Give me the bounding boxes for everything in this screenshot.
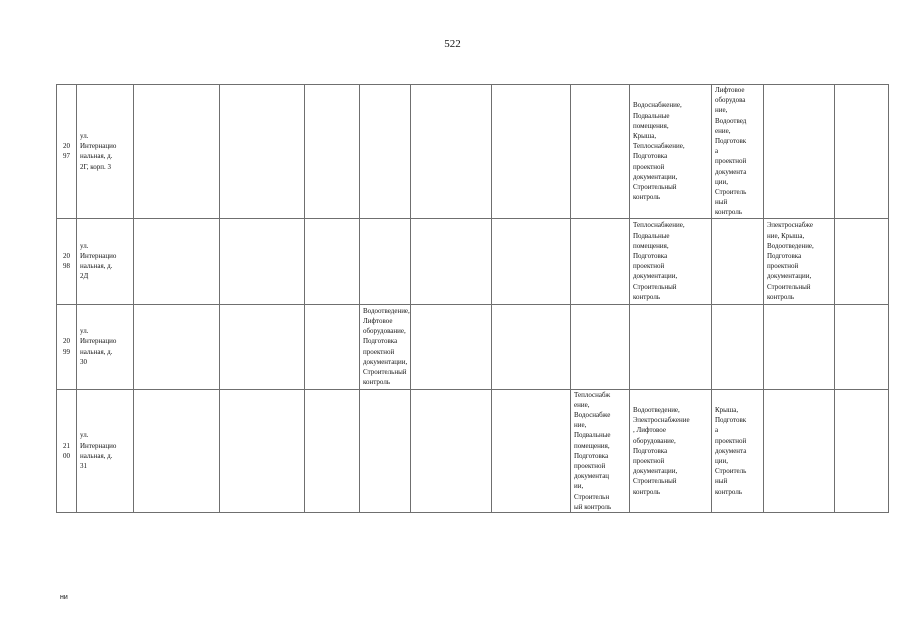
empty-cell — [712, 218, 764, 304]
empty-cell — [220, 304, 305, 389]
table-row — [57, 218, 889, 304]
empty-cell — [492, 389, 571, 512]
empty-cell — [571, 85, 630, 219]
works-cell: Водоотведение, Электроснабжение , Лифтовое оборудование, Подготовка проектной документации, Строительный контроль — [630, 389, 712, 512]
empty-cell — [305, 389, 360, 512]
empty-cell — [764, 304, 835, 389]
works-cell: Водоснабжение, Подвальные помещения, Крыша, Теплоснабжение, Подготовка проектной документации, Строительный контроль — [630, 85, 712, 219]
works-cell: Крыша, Подготовк а проектной документа ции, Строитель ный контроль — [712, 389, 764, 512]
empty-cell — [411, 304, 492, 389]
empty-cell — [492, 85, 571, 219]
table-row — [57, 304, 889, 389]
empty-cell — [411, 85, 492, 219]
row-number: 20 97 — [57, 85, 77, 219]
empty-cell — [835, 85, 889, 219]
row-number: 20 98 — [57, 218, 77, 304]
empty-cell — [134, 304, 220, 389]
empty-cell — [571, 218, 630, 304]
works-cell: Водоотведение, Лифтовое оборудование, Подготовка проектной документации, Строительный контроль — [360, 304, 411, 389]
empty-cell — [630, 304, 712, 389]
empty-cell — [712, 304, 764, 389]
address-cell: ул. Интернацио нальная, д. 2Г, корп. 3 — [77, 85, 134, 219]
corner-mark: ни — [60, 594, 68, 601]
table-row — [57, 389, 889, 512]
empty-cell — [360, 85, 411, 219]
empty-cell — [835, 389, 889, 512]
table-row — [57, 85, 889, 219]
empty-cell — [411, 389, 492, 512]
empty-cell — [220, 85, 305, 219]
works-cell: Теплоснабжение, Подвальные помещения, Подготовка проектной документации, Строительный контроль — [630, 218, 712, 304]
empty-cell — [571, 304, 630, 389]
empty-cell — [492, 304, 571, 389]
empty-cell — [305, 85, 360, 219]
page-number: 522 — [444, 38, 461, 50]
empty-cell — [492, 218, 571, 304]
empty-cell — [360, 389, 411, 512]
empty-cell — [764, 389, 835, 512]
empty-cell — [835, 304, 889, 389]
empty-cell — [411, 218, 492, 304]
empty-cell — [835, 218, 889, 304]
empty-cell — [220, 218, 305, 304]
empty-cell — [764, 85, 835, 219]
works-table — [56, 84, 889, 513]
row-number: 20 99 — [57, 304, 77, 389]
row-number: 21 00 — [57, 389, 77, 512]
empty-cell — [360, 218, 411, 304]
empty-cell — [134, 85, 220, 219]
empty-cell — [220, 389, 305, 512]
empty-cell — [134, 218, 220, 304]
empty-cell — [134, 389, 220, 512]
address-cell: ул. Интернацио нальная, д. 31 — [77, 389, 134, 512]
address-cell: ул. Интернацио нальная, д. 30 — [77, 304, 134, 389]
empty-cell — [305, 304, 360, 389]
works-cell: Лифтовое оборудова ние, Водоотвед ение, Подготовк а проектной документа ции, Строитель ный контроль — [712, 85, 764, 219]
empty-cell — [305, 218, 360, 304]
address-cell: ул. Интернацио нальная, д. 2Д — [77, 218, 134, 304]
works-cell: Электроснабже ние, Крыша, Водоотведение, Подготовка проектной документации, Строительный контроль — [764, 218, 835, 304]
works-cell: Теплоснабж ение, Водоснабже ние, Подвальные помещения, Подготовка проектной документац ии, Строительн ый контроль — [571, 389, 630, 512]
